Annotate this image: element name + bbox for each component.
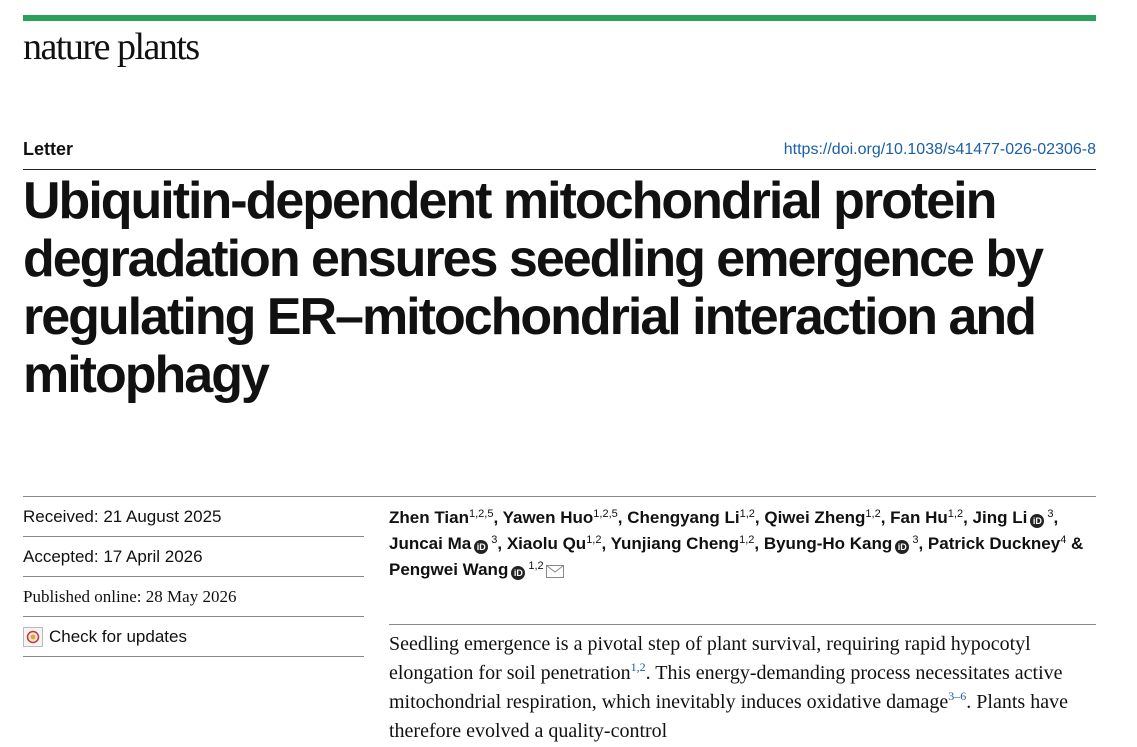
affiliation-ref: 3 (909, 534, 919, 546)
author[interactable] (389, 560, 564, 579)
author[interactable] (503, 508, 618, 527)
affiliation-ref: 3 (1044, 508, 1054, 520)
author-separator: , (963, 508, 973, 527)
article-type: Letter (23, 139, 74, 159)
author-separator: , (601, 534, 611, 553)
author[interactable] (764, 508, 880, 527)
author[interactable] (389, 534, 497, 553)
author[interactable] (973, 508, 1054, 527)
affiliation-ref: 1,2 (865, 508, 881, 520)
author-name[interactable]: Jing Li (972, 508, 1028, 527)
mail-icon[interactable] (546, 560, 564, 586)
check-updates-button[interactable] (23, 617, 364, 657)
author-name[interactable]: Yawen Huo (502, 508, 594, 527)
affiliation-ref: 4 (1060, 534, 1067, 546)
doi-link[interactable]: https://doi.org/10.1038/s41477-026-02306-8 (783, 141, 1096, 158)
affiliation-ref: 1,2 (586, 534, 602, 546)
orcid-icon[interactable]: iD (474, 540, 488, 554)
author-name[interactable]: Chengyang Li (627, 508, 740, 527)
author[interactable] (389, 508, 493, 527)
journal-brand-bar (23, 15, 1096, 21)
author[interactable] (611, 534, 755, 553)
author-separator: & (1066, 534, 1084, 553)
check-updates-icon (23, 627, 43, 647)
citation-ref[interactable]: 1,2 (630, 660, 646, 674)
published-date-text: Published online: 28 May 2026 (23, 586, 237, 606)
author-name[interactable]: Patrick Duckney (927, 534, 1061, 553)
author[interactable] (928, 534, 1066, 553)
author-name[interactable]: Yunjiang Cheng (610, 534, 740, 553)
author-separator: , (1053, 508, 1059, 527)
abstract-text-3: . Plants have therefore evolved a quality-control (389, 691, 1068, 742)
author-name[interactable]: Zhen Tian (389, 508, 469, 527)
citation-ref[interactable]: 3–6 (948, 689, 967, 703)
affiliation-ref: 1,2,5 (468, 508, 494, 520)
affiliation-ref: 1,2 (947, 508, 964, 520)
orcid-icon[interactable]: iD (511, 566, 525, 580)
author[interactable] (627, 508, 755, 527)
author-separator: , (493, 508, 503, 527)
author-name[interactable]: Xiaolu Qu (506, 534, 587, 553)
affiliation-ref: 1,2 (739, 508, 755, 520)
orcid-icon[interactable]: iD (1030, 514, 1044, 528)
author-list (389, 505, 1089, 586)
accepted-date: Accepted: 17 April 2026 (23, 537, 364, 577)
affiliation-ref: 1,2 (739, 534, 755, 546)
author-name[interactable]: Pengwei Wang (389, 560, 509, 579)
author[interactable] (890, 508, 963, 527)
author-name[interactable]: Juncai Ma (389, 534, 472, 553)
author-separator: , (918, 534, 928, 553)
affiliation-ref: 1,2,5 (593, 508, 618, 520)
received-date: Received: 21 August 2025 (23, 497, 364, 537)
abstract-text-2: . This energy-demanding process necessitates active mitochondrial respiration, which inevitably induces oxidative damage (389, 662, 1063, 713)
author-name[interactable]: Fan Hu (890, 508, 948, 527)
author-separator: , (617, 508, 628, 527)
journal-name[interactable]: nature plants (23, 26, 199, 68)
author-separator: , (754, 534, 764, 553)
author-separator: , (754, 508, 765, 527)
abstract-divider (389, 624, 1096, 625)
author-name[interactable]: Byung-Ho Kang (763, 534, 893, 553)
abstract-text-1: Seedling emergence is a pivotal step of plant survival, requiring rapid hypocotyl elongation for soil penetration (389, 633, 1031, 684)
publication-dates (23, 497, 364, 657)
title-divider (23, 169, 1096, 170)
author-separator: , (497, 534, 507, 553)
author[interactable] (507, 534, 602, 553)
published-date (23, 577, 364, 617)
article-title: Ubiquitin-dependent mitochondrial protein degradation ensures seedling emergence by regulating ER–mitochondrial interaction and mitophagy (23, 172, 1043, 404)
affiliation-ref: 1,2 (525, 560, 544, 572)
author-name[interactable]: Qiwei Zheng (764, 508, 866, 527)
abstract (389, 630, 1101, 746)
affiliation-ref: 3 (488, 534, 498, 546)
author[interactable] (764, 534, 919, 553)
author-separator: , (880, 508, 891, 527)
check-updates-label: Check for updates (49, 626, 187, 646)
orcid-icon[interactable]: iD (895, 540, 909, 554)
